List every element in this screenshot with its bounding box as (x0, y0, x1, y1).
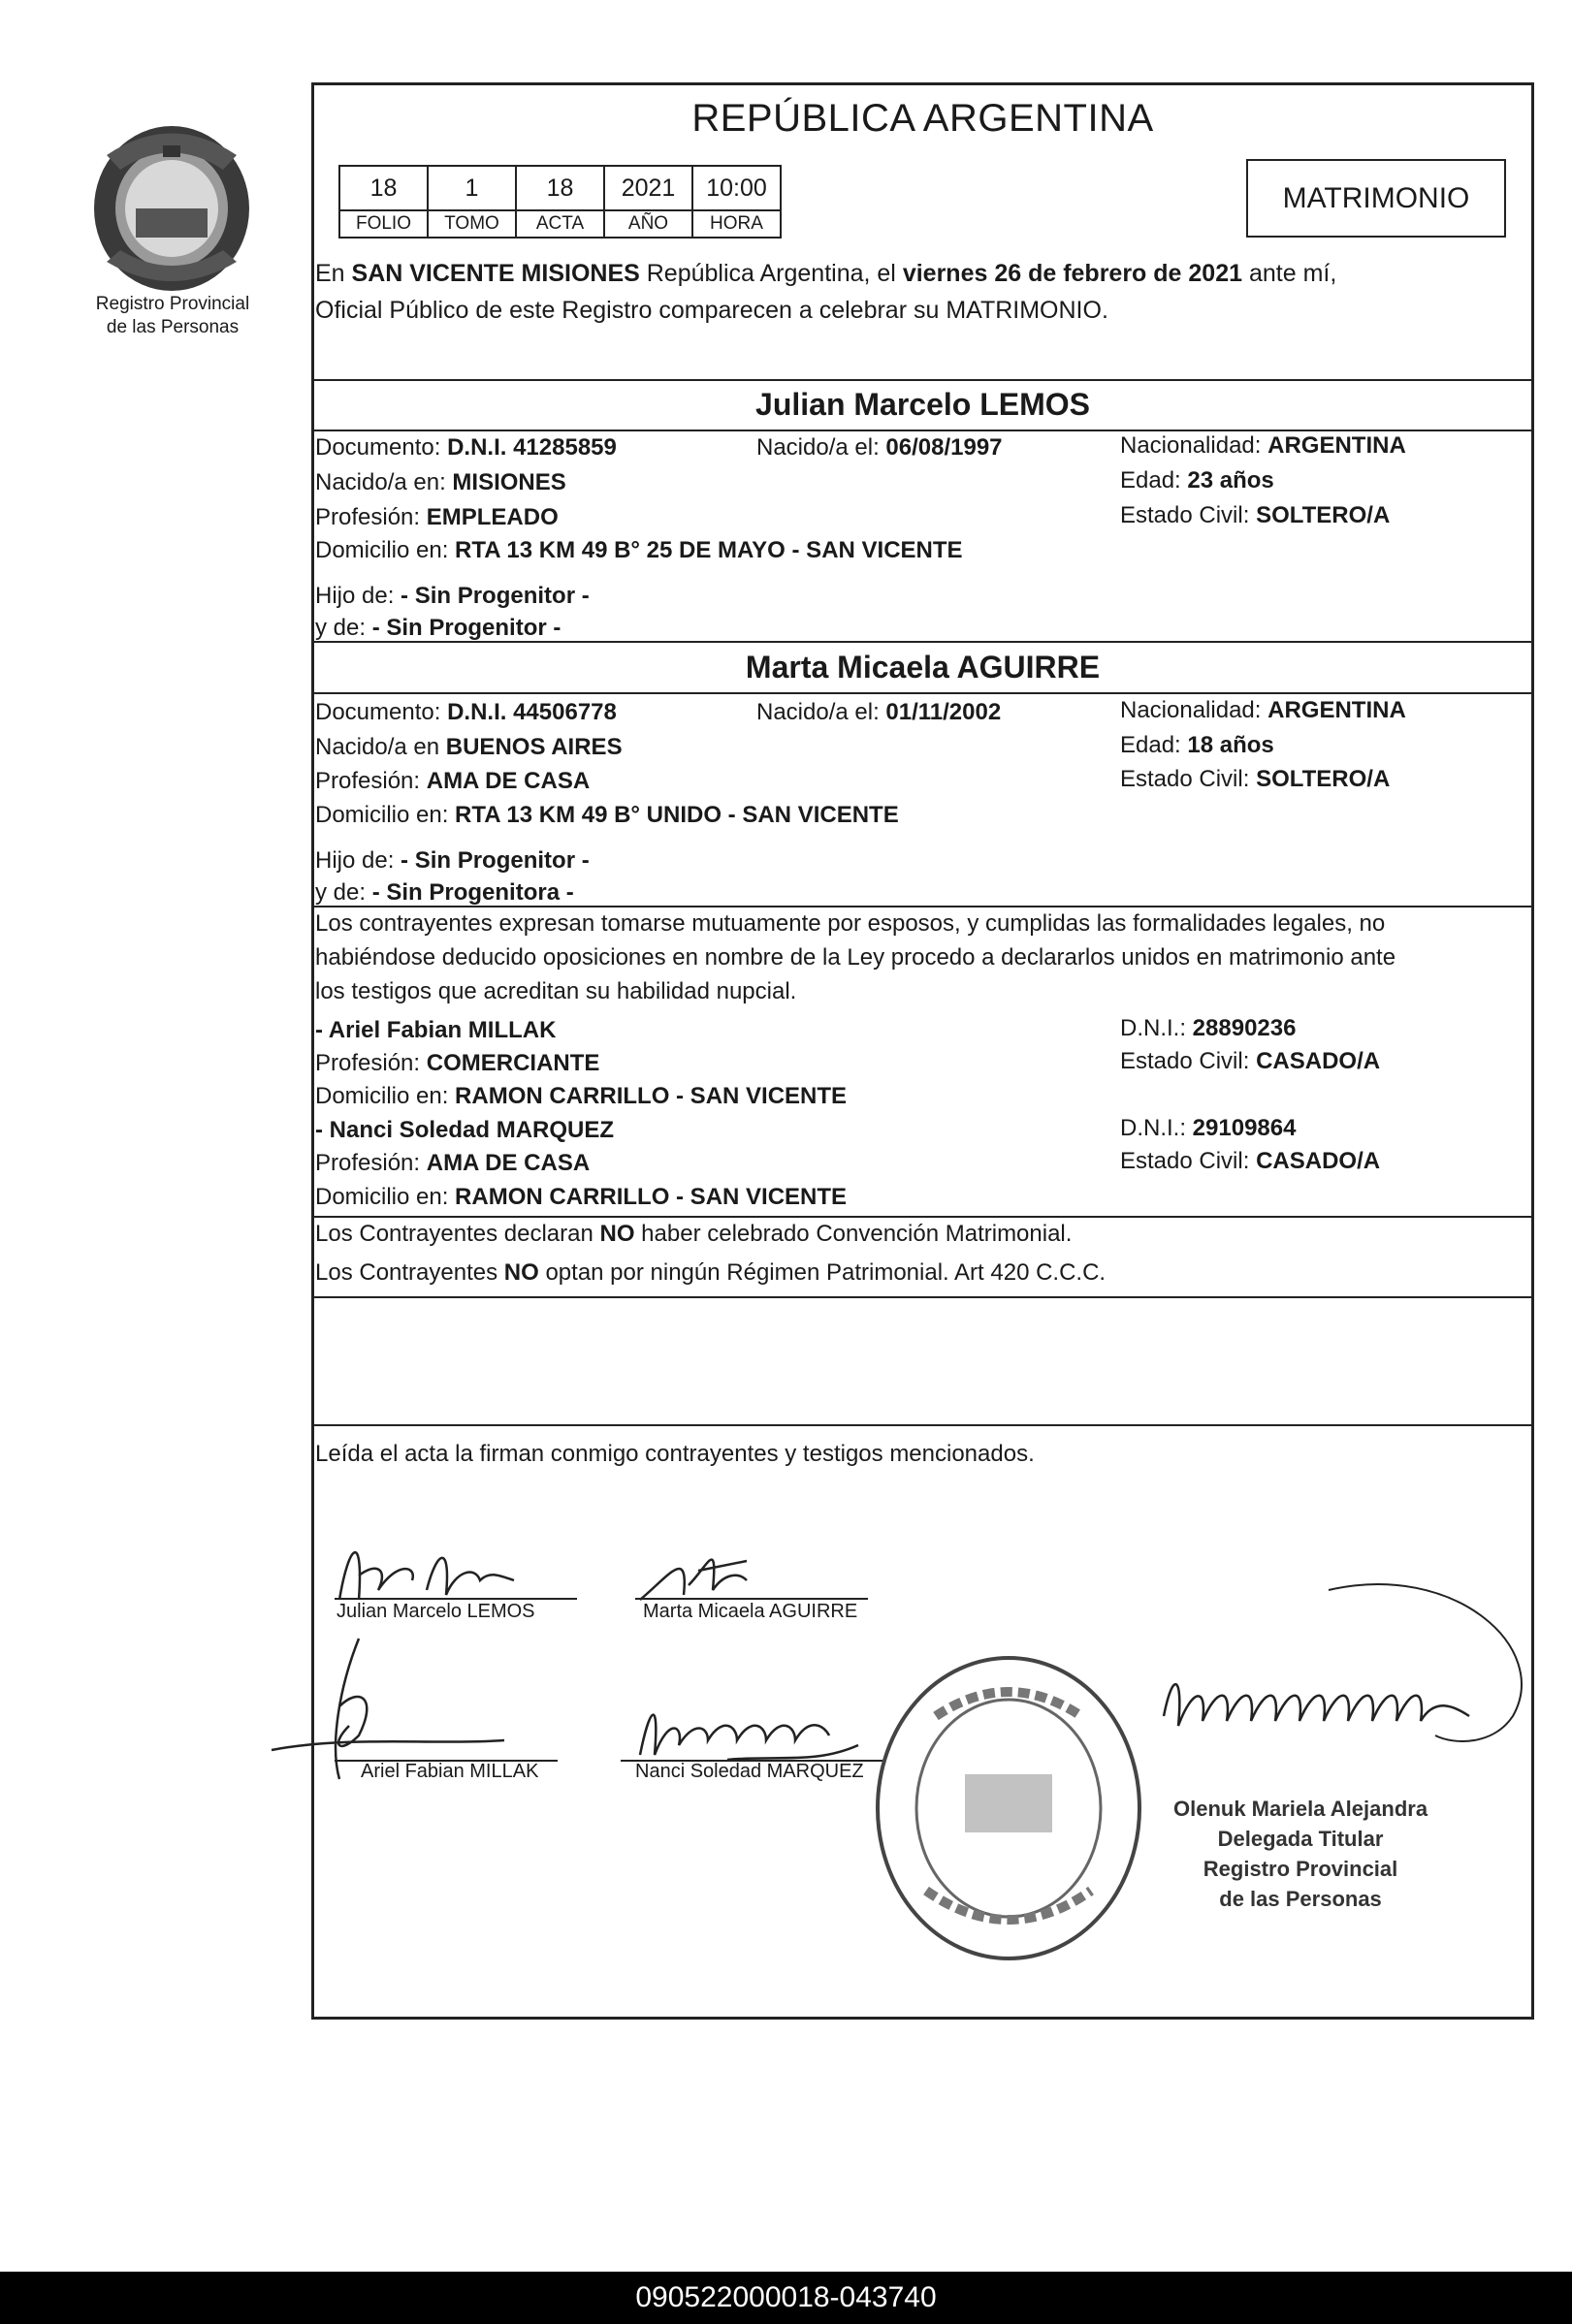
signature-line (635, 1598, 868, 1600)
tomo-value: 1 (428, 166, 516, 210)
signature-caption-marta: Marta Micaela AGUIRRE (643, 1601, 858, 1622)
field-label: Nacido/a en (315, 734, 446, 760)
spouse1-parent1 (315, 583, 590, 610)
document-id-bar: 090522000018-043740 (0, 2272, 1572, 2324)
field-label: Domicilio en: (315, 802, 456, 828)
field-value: COMERCIANTE (426, 1050, 600, 1076)
field-label: Estado Civil: (1120, 1148, 1257, 1174)
acta-value: 18 (516, 166, 604, 210)
declaration-line1: Los contrayentes expresan tomarse mutuamente por esposos, y cumplidas las formalidades legales, no (315, 910, 1386, 937)
field-label: Profesión: (315, 1150, 427, 1176)
field-value: RTA 13 KM 49 B° UNIDO - SAN VICENTE (455, 802, 899, 828)
intro-line2: Oficial Público de este Registro comparecen a celebrar su MATRIMONIO. (315, 297, 1108, 324)
spouse2-birthdate (756, 699, 1001, 726)
spouse1-name: Julian Marcelo LEMOS (755, 387, 1090, 422)
field-value: 29109864 (1192, 1115, 1297, 1141)
field-label: D.N.I.: (1120, 1115, 1193, 1141)
field-value: EMPLEADO (426, 504, 559, 530)
spouse1-parent2 (315, 615, 561, 642)
spouse2-parent1 (315, 847, 590, 875)
anio-value: 2021 (604, 166, 692, 210)
field-label: Nacionalidad: (1120, 432, 1268, 459)
field-value: - Sin Progenitora - (371, 879, 574, 906)
field-value: D.N.I. 41285859 (447, 434, 617, 461)
divider (311, 379, 1534, 381)
declaration-line3: los testigos que acreditan su habilidad nupcial. (315, 978, 797, 1004)
divider (311, 1216, 1534, 1218)
field-value: 23 años (1187, 467, 1274, 493)
field-value: 06/08/1997 (885, 434, 1003, 461)
witness2-civil-status (1120, 1148, 1380, 1175)
field-value: MISIONES (452, 469, 566, 495)
spouse1-profession (315, 504, 559, 531)
spouse1-documento (315, 434, 617, 462)
signature-line (335, 1598, 577, 1600)
witness1-address (315, 1083, 847, 1110)
field-label: Profesión: (315, 768, 427, 794)
field-label: Estado Civil: (1120, 502, 1257, 528)
field-label: Estado Civil: (1120, 766, 1257, 792)
field-value: ARGENTINA (1267, 697, 1406, 723)
field-label: y de: (315, 879, 372, 906)
folio-label: FOLIO (339, 210, 428, 238)
intro-text: República Argentina, el (639, 260, 903, 287)
field-label: Hijo de: (315, 847, 401, 874)
divider (311, 430, 1534, 431)
witness1-profession (315, 1050, 599, 1077)
intro-text: En (315, 260, 352, 287)
acta-label: ACTA (516, 210, 604, 238)
anio-label: AÑO (604, 210, 692, 238)
tomo-label: TOMO (428, 210, 516, 238)
divider (311, 906, 1534, 907)
regime-statement (315, 1259, 1106, 1287)
field-value: D.N.I. 44506778 (447, 699, 617, 725)
statement-text: Los Contrayentes (315, 1259, 504, 1286)
field-label: Estado Civil: (1120, 1048, 1257, 1074)
field-label: Profesión: (315, 504, 427, 530)
divider (311, 692, 1534, 694)
field-label: Documento: (315, 434, 448, 461)
spouse2-nationality (1120, 697, 1406, 724)
registry-caption (56, 293, 289, 339)
spouse1-address (315, 537, 963, 564)
witness1-name: - Ariel Fabian MILLAK (315, 1017, 557, 1043)
divider (311, 1424, 1534, 1426)
registry-seal-logo (87, 116, 257, 296)
intro-text: ante mí, (1242, 260, 1337, 287)
field-label: Edad: (1120, 467, 1188, 493)
spouse2-documento (315, 699, 617, 726)
spouse1-civil-status (1120, 502, 1390, 529)
field-value: AMA DE CASA (426, 768, 591, 794)
official-registry-line1: Registro Provincial (1203, 1857, 1398, 1881)
statement-emphasis: NO (503, 1259, 539, 1286)
witness1-civil-status (1120, 1048, 1380, 1075)
spouse1-birthplace (315, 469, 566, 496)
spouse1-age (1120, 467, 1274, 494)
spouse2-name: Marta Micaela AGUIRRE (745, 650, 1101, 684)
closing-statement: Leída el acta la firman conmigo contrayentes y testigos mencionados. (315, 1441, 1035, 1467)
field-value: AMA DE CASA (426, 1150, 591, 1176)
intro-line1 (315, 260, 1336, 288)
field-label: Nacido/a el: (756, 434, 886, 461)
field-value: - Sin Progenitor - (401, 847, 590, 874)
field-value: SOLTERO/A (1256, 766, 1391, 792)
field-value: RAMON CARRILLO - SAN VICENTE (455, 1184, 848, 1210)
registry-caption-line1: Registro Provincial (95, 294, 250, 314)
official-title: Delegada Titular (1217, 1827, 1384, 1851)
field-value: SOLTERO/A (1256, 502, 1391, 528)
field-value: - Sin Progenitor - (401, 583, 590, 609)
field-label: Nacionalidad: (1120, 697, 1268, 723)
witness2-name: - Nanci Soledad MARQUEZ (315, 1117, 615, 1143)
folio-value: 18 (339, 166, 428, 210)
field-value: 01/11/2002 (885, 699, 1002, 725)
official-name: Olenuk Mariela Alejandra (1173, 1797, 1428, 1821)
official-registry-line2: de las Personas (1219, 1887, 1382, 1911)
witness1-dni (1120, 1015, 1296, 1042)
field-label: Edad: (1120, 732, 1188, 758)
divider (311, 641, 1534, 643)
field-label: Domicilio en: (315, 1083, 456, 1109)
signature-caption-nanci: Nanci Soledad MARQUEZ (635, 1761, 864, 1782)
spouse1-birthdate (756, 434, 1003, 462)
spouse2-civil-status (1120, 766, 1390, 793)
registry-caption-line2: de las Personas (106, 317, 240, 337)
document-title: REPÚBLICA ARGENTINA (691, 97, 1154, 140)
field-label: y de: (315, 615, 372, 641)
statement-text: optan por ningún Régimen Patrimonial. Art 420 C.C.C. (538, 1259, 1107, 1286)
statement-text: haber celebrado Convención Matrimonial. (634, 1221, 1073, 1247)
field-label: D.N.I.: (1120, 1015, 1193, 1041)
statement-emphasis: NO (599, 1221, 635, 1247)
field-value: 18 años (1187, 732, 1274, 758)
field-label: Profesión: (315, 1050, 427, 1076)
witness2-profession (315, 1150, 590, 1177)
field-label: Nacido/a el: (756, 699, 886, 725)
intro-place: SAN VICENTE MISIONES (351, 260, 640, 287)
divider (311, 1296, 1534, 1298)
official-signature (1144, 1571, 1542, 1813)
field-label: Domicilio en: (315, 1184, 456, 1210)
hora-value: 10:00 (692, 166, 781, 210)
witness2-address (315, 1184, 847, 1211)
official-round-seal (868, 1648, 1149, 1968)
field-value: RAMON CARRILLO - SAN VICENTE (455, 1083, 848, 1109)
document-type-box: MATRIMONIO (1246, 159, 1506, 238)
signature-caption-julian: Julian Marcelo LEMOS (337, 1601, 535, 1622)
spouse2-profession (315, 768, 590, 795)
field-value: CASADO/A (1256, 1148, 1381, 1174)
official-stamp-text (1173, 1794, 1428, 1914)
signature-julian (320, 1522, 562, 1609)
act-reference-table (338, 165, 782, 239)
spouse2-age (1120, 732, 1274, 759)
field-value: - Sin Progenitor - (371, 615, 561, 641)
signature-caption-ariel: Ariel Fabian MILLAK (361, 1761, 539, 1782)
field-value: BUENOS AIRES (445, 734, 623, 760)
field-label: Hijo de: (315, 583, 401, 609)
field-value: RTA 13 KM 49 B° 25 DE MAYO - SAN VICENTE (455, 537, 963, 563)
hora-label: HORA (692, 210, 781, 238)
declaration-line2: habiéndose deducido oposiciones en nombre de la Ley procedo a declararlos unidos en matrimonio ante (315, 944, 1396, 971)
intro-date: viernes 26 de febrero de 2021 (902, 260, 1243, 287)
convention-statement (315, 1221, 1072, 1248)
field-label: Domicilio en: (315, 537, 456, 563)
field-value: CASADO/A (1256, 1048, 1381, 1074)
statement-text: Los Contrayentes declaran (315, 1221, 600, 1247)
field-value: 28890236 (1192, 1015, 1297, 1041)
field-label: Nacido/a en: (315, 469, 453, 495)
field-label: Documento: (315, 699, 448, 725)
spouse2-birthplace (315, 734, 623, 761)
spouse2-parent2 (315, 879, 574, 907)
field-value: ARGENTINA (1267, 432, 1406, 459)
spouse2-address (315, 802, 899, 829)
spouse1-nationality (1120, 432, 1406, 460)
witness2-dni (1120, 1115, 1296, 1142)
